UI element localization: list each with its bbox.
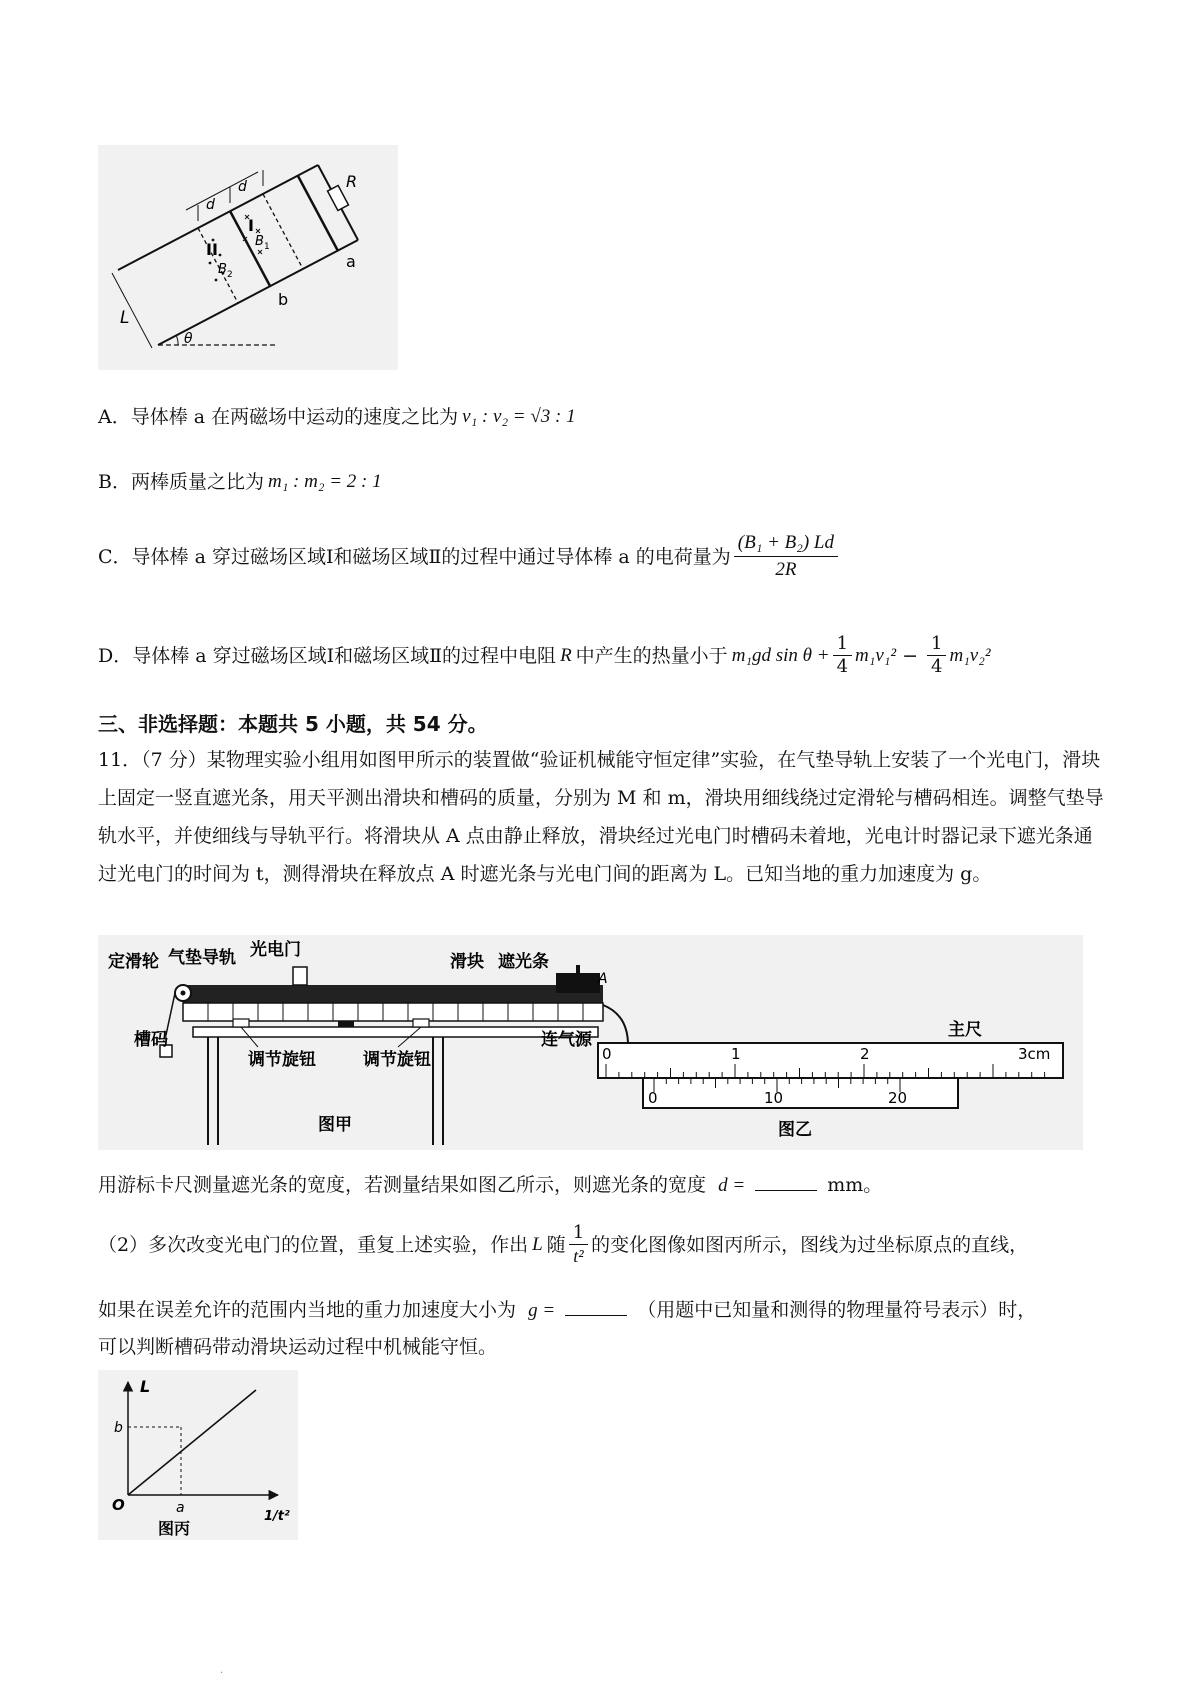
option-d-frac2-num: 1 [927,633,946,656]
option-b-math: m₁ : m₂ = 2 : 1 [267,471,382,492]
footer-mark: . [220,1665,224,1676]
label-pulley: 定滑轮 [108,952,159,972]
tick-vernier-20: 20 [888,1089,908,1107]
tick-main-1: 1 [731,1045,741,1063]
option-c-fraction [734,530,838,583]
option-c-numerator: (B₁ + B₂) Ld [734,530,838,557]
q11-part1-unit: mm。 [827,1174,883,1196]
q11-part2-line2-text: 如果在误差允许的范围内当地的重力加速度大小为 [98,1299,517,1321]
q11-part2-frac-den: t² [573,1246,584,1266]
tick-main-2: 2 [860,1045,870,1063]
label-B2: B [218,262,227,277]
option-d-frac2 [927,633,946,678]
label-knob1: 调节旋钮 [248,1050,316,1070]
option-a [98,405,576,429]
option-d [98,633,991,678]
option-d-text: D．导体棒 a 穿过磁场区域Ⅰ和磁场区域Ⅱ的过程中电阻 [98,644,557,667]
chart-caption: 图丙 [158,1519,191,1538]
tick-vernier-0: 0 [648,1089,658,1107]
q11-part1-blank[interactable] [755,1172,817,1191]
q11-part2-frac [569,1222,588,1267]
figure-apparatus-strip [98,935,1083,1150]
label-L: L [120,308,130,328]
option-b-text: B．两棒质量之比为 [98,471,264,493]
chart-origin: O [112,1496,125,1514]
label-a: a [346,252,356,271]
label-B1-sub: 1 [264,242,270,252]
figure-apparatus [108,939,633,1145]
label-R: R [346,172,358,191]
option-b [98,470,382,494]
label-region-I: I [248,216,254,235]
q11-part2-blank[interactable] [565,1297,627,1316]
caption-jia: 图甲 [318,1115,352,1135]
q11-intro: 11．（7 分）某物理实验小组用如图甲所示的装置做“验证机械能守恒定律”实验，在气垫导轨上安装了一个光电门，滑块上固定一竖直遮光条，用天平测出滑块和槽码的质量，分别为 M 和 m，滑块用细线绕过定滑轮与槽码相连。调整气垫导轨水平，并使细线与导轨平行。将滑块从 A 点由静止释放，滑块经过光电门时槽码未着地，光电计时器记录下遮光条通过光电门的时间为 t，测得滑块在释放点 A 时遮光条与光电门间的距离为 L。已知当地的重力加速度为 g。 [98,749,1104,885]
label-slider: 滑块 [450,952,484,972]
option-a-text: A．导体棒 a 在两磁场中运动的速度之比为 [98,406,459,428]
q11-part2-g: g = [528,1300,556,1321]
q11-part2-text: （2）多次改变光电门的位置，重复上述实验，作出 [98,1233,529,1256]
option-d-mid: 中产生的热量小于 [575,644,728,667]
q11-part2-post: 的变化图像如图丙所示，图线为过坐标原点的直线， [591,1233,1029,1256]
q11-part1 [98,1172,882,1198]
option-d-term2: m₁v₁² [855,644,897,666]
chart-tick-x: a [176,1500,185,1516]
q11-part2-line2-post: （用题中已知量和测得的物理量符号表示）时， [637,1299,1037,1321]
option-c [98,530,841,583]
label-air: 连气源 [541,1030,592,1050]
chart-xlabel: 1/t² [264,1509,290,1524]
label-main-scale: 主尺 [948,1020,982,1040]
chart-series-line [128,1390,256,1495]
label-b: b [278,290,289,309]
q11-part2-frac-num: 1 [569,1222,588,1245]
chart-ylabel: L [140,1377,151,1396]
label-shade: 遮光条 [498,952,549,972]
tick-vernier-10: 10 [764,1089,784,1107]
option-d-frac1 [833,633,852,678]
q11-part2-mid: 随 [546,1233,566,1256]
label-weight: 槽码 [134,1030,168,1050]
label-A: A [598,971,608,987]
option-c-denominator: 2R [775,559,797,580]
label-d1: d [206,197,215,213]
option-a-math: v₁ : v₂ = √3 : 1 [462,406,576,427]
caption-yi: 图乙 [778,1120,812,1140]
option-d-minus: − [902,644,919,667]
q11-part1-var: d = [718,1175,746,1196]
tick-main-0: 0 [602,1045,612,1063]
option-d-term3: m₁v₂² [949,644,991,666]
figure-vernier [598,1019,1063,1140]
label-knob2: 调节旋钮 [363,1050,431,1070]
label-theta: θ [184,331,193,347]
q11-part2 [98,1222,1028,1267]
section-title: 三、非选择题：本题共 5 小题，共 54 分。 [98,712,488,736]
option-d-R: R [560,644,572,666]
label-region-II: II [206,240,218,259]
option-d-frac1-num: 1 [833,633,852,656]
q11-part1-text: 用游标卡尺测量遮光条的宽度，若测量结果如图乙所示，则遮光条的宽度 [98,1174,707,1196]
option-c-text: C．导体棒 a 穿过磁场区域Ⅰ和磁场区域Ⅱ的过程中通过导体棒 a 的电荷量为 [98,545,731,568]
label-photogate: 光电门 [250,940,301,960]
label-d2: d [238,179,247,195]
figure-magnetic-incline [98,145,398,370]
q11-part2-line3: 可以判断槽码带动滑块运动过程中机械能守恒。 [98,1336,498,1358]
label-B1: B [255,234,264,249]
chart-tick-y: b [114,1420,123,1436]
tick-main-3cm: 3cm [1018,1045,1051,1063]
option-d-term1: m₁gd sin θ + [731,644,830,666]
label-airtrack: 气垫导轨 [168,948,236,968]
option-d-frac1-den: 4 [836,656,849,677]
figure-chart-bing [98,1370,298,1540]
label-B2-sub: 2 [227,270,233,280]
option-d-frac2-den: 4 [931,656,943,677]
q11-part2-L: L [532,1233,543,1255]
q11-part2-line2 [98,1297,1036,1323]
